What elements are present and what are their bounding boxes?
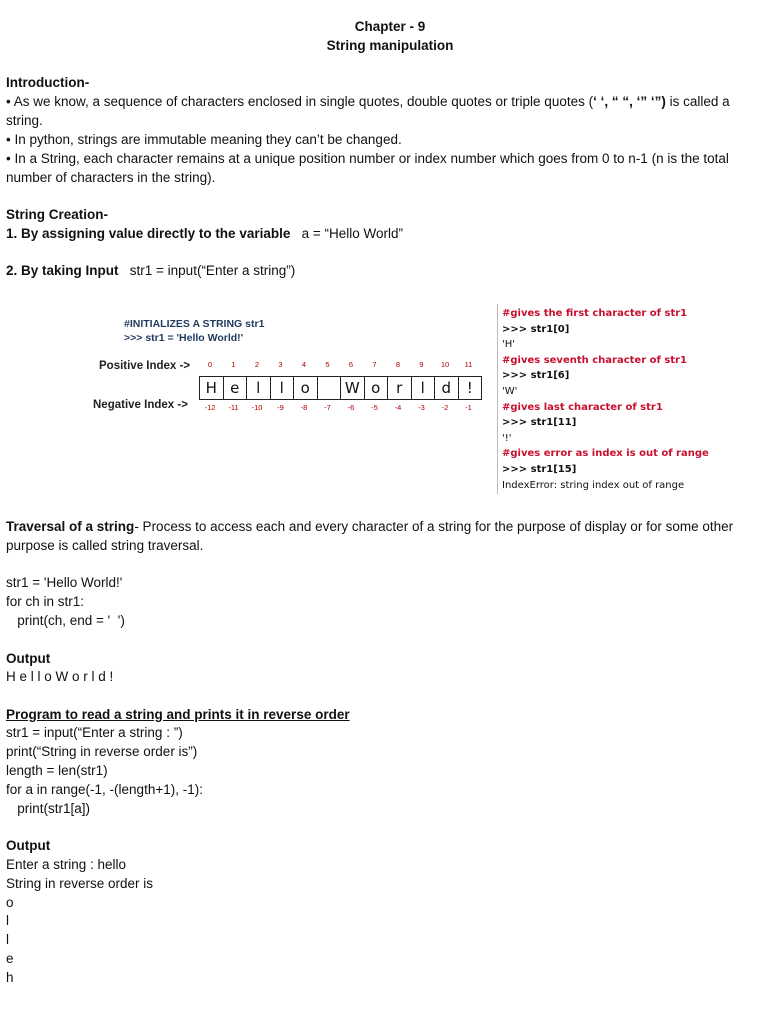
index-example-line: >>> str1[15] [502,464,577,475]
reverse-code-5: print(str1[a]) [6,801,91,816]
index-example-line: #gives the first character of str1 [502,308,688,319]
index-example-line: #gives error as index is out of range [502,448,709,460]
traversal-output: H e l l o W o r l d ! [6,669,114,684]
string-char-cell: o [294,377,318,399]
negative-index-number: -3 [418,403,425,412]
creation-method-2: 2. By taking Input str1 = input(“Enter a string”) [6,263,296,278]
intro-bullet-2: • In python, strings are immutable meaning they can’t be changed. [6,132,402,147]
traversal-paragraph-cont: purpose is called string traversal. [6,538,204,553]
index-example-line: '!' [502,432,512,444]
creation-heading: String Creation- [6,207,109,222]
string-char-cell: l [271,377,295,399]
index-example-line: >>> str1[6] [502,370,570,382]
string-char-cell: r [388,377,412,399]
positive-index-number: 1 [231,360,236,369]
reverse-output-heading: Output [6,838,51,853]
reverse-code-3: length = len(str1) [6,763,108,778]
string-char-cell [318,377,342,399]
string-char-cell: W [341,377,365,399]
reverse-output-1: Enter a string : hello [6,857,127,872]
reverse-output-4: l [6,913,9,928]
negative-index-number: -6 [347,403,355,412]
index-example-line: 'W' [502,386,518,397]
negative-index-number: -8 [300,403,308,412]
string-char-cell: ! [466,379,473,397]
intro-bullet-3: • In a String, each character remains at a unique position number or index number which goes from 0 to n-1 (n is the total [6,151,729,166]
traversal-paragraph: Traversal of a string- Process to access each and every character of a string for the purpose of display or for some other [6,519,734,534]
string-char-cell: l [247,377,271,399]
negative-index-number: -1 [465,403,472,412]
positive-index-number: 6 [348,360,354,369]
reverse-output-7: h [6,970,14,985]
negative-index-number: -2 [441,403,449,412]
positive-index-number: 7 [372,360,377,369]
string-char-cell: l [412,377,436,399]
index-example-line: >>> str1[0] [502,323,570,335]
traversal-code-2: for ch in str1: [6,594,85,609]
string-char-cell: d [435,377,459,399]
negative-index-number: -12 [204,403,216,412]
reverse-output-6: e [6,951,14,966]
intro-heading: Introduction- [6,75,90,90]
positive-index-number: 8 [395,360,401,369]
negative-index-number: -7 [324,403,331,412]
reverse-code-2: print(“String in reverse order is”) [6,744,198,759]
negative-index-number: -5 [371,403,378,412]
reverse-output-3: o [6,895,14,910]
negative-index-number: -4 [394,403,402,412]
index-example-line: #gives last character of str1 [502,401,663,413]
negative-index-label: Negative Index -> [93,399,188,411]
traversal-output-heading: Output [6,651,51,666]
index-example-line: #gives seventh character of str1 [502,354,687,366]
string-char-cell: e [224,377,248,399]
reverse-heading: Program to read a string and prints it in reverse order [6,707,350,722]
intro-bullet-1: • As we know, a sequence of characters enclosed in single quotes, double quotes or triple quotes (‘ ‘, “ “, ‘” ‘”) is called a [6,94,730,109]
index-example-line: IndexError: string index out of range [502,479,685,491]
positive-index-number: 2 [254,360,260,369]
reverse-output-5: l [6,932,9,947]
page-title: String manipulation [326,38,454,53]
figure-divider [497,304,498,494]
string-char-cell: H [200,377,224,399]
index-example-line: 'H' [502,339,516,351]
negative-index-number: -9 [277,403,284,412]
figure-title-line2: >>> str1 = 'Hello World!' [124,332,244,344]
traversal-code-3: print(ch, end = ' ') [6,613,125,628]
positive-index-number: 9 [419,360,424,369]
negative-index-number: -11 [228,403,239,412]
reverse-code-1: str1 = input(“Enter a string : ”) [6,725,183,740]
positive-index-number: 11 [464,360,473,369]
creation-method-1: 1. By assigning value directly to the variable a = “Hello World” [6,226,404,241]
negative-index-number: -10 [251,403,263,412]
index-example-line: >>> str1[11] [502,417,577,429]
chapter-number: Chapter - 9 [354,19,426,34]
positive-index-number: 0 [207,360,213,369]
reverse-output-2: String in reverse order is [6,876,154,891]
traversal-code-1: str1 = 'Hello World!' [6,575,123,590]
reverse-code-4: for a in range(-1, -(length+1), -1): [6,782,203,797]
string-character-cells [199,376,482,400]
positive-index-label: Positive Index -> [99,360,191,372]
intro-bullet-3-cont: number of characters in the string). [6,170,216,185]
positive-index-number: 10 [440,360,450,369]
positive-index-number: 3 [278,360,283,369]
intro-bullet-1-cont: string. [6,113,43,128]
positive-index-number: 4 [301,360,307,369]
figure-title-line1: #INITIALIZES A STRING str1 [124,318,265,330]
positive-index-number: 5 [325,360,330,369]
string-char-cell: o [365,377,389,399]
